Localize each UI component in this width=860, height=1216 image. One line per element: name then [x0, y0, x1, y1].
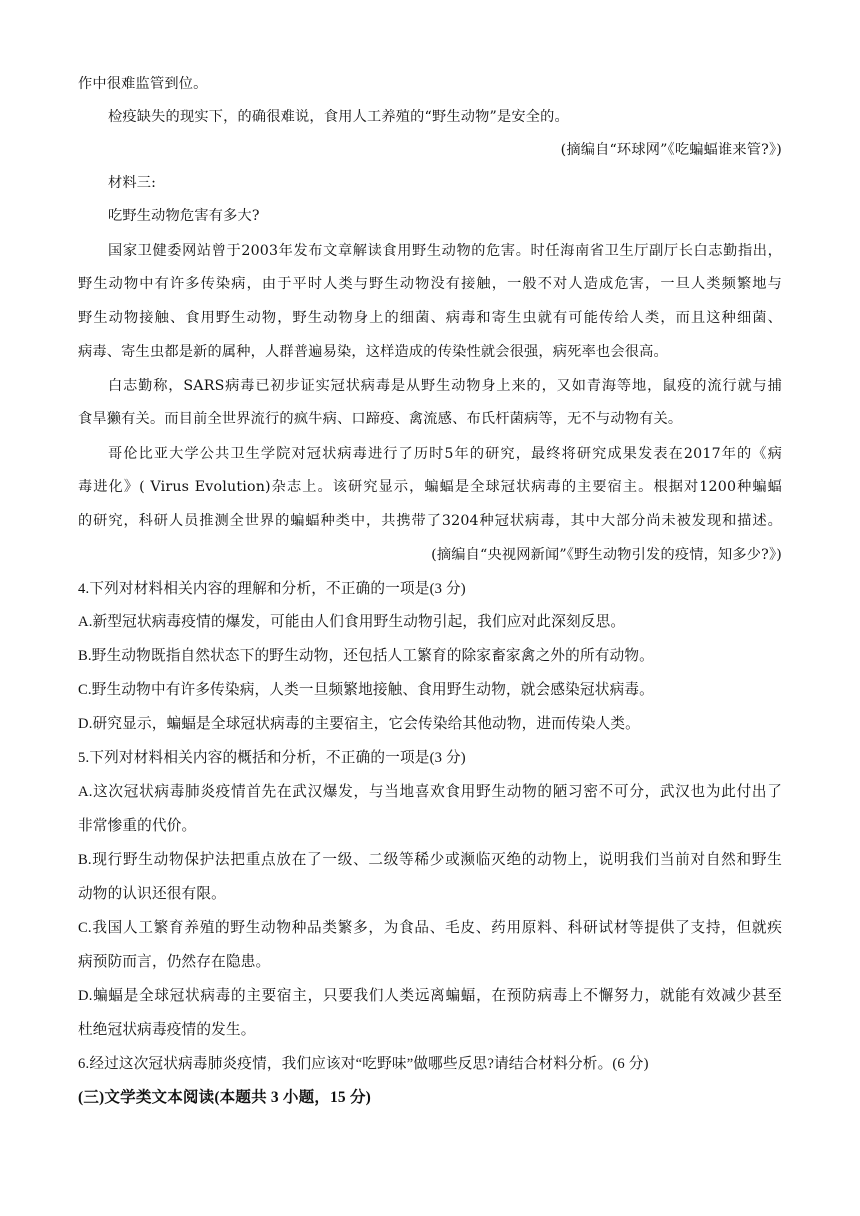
option-4b: B.野生动物既指自然状态下的野生动物，还包括人工繁育的除家畜家禽之外的所有动物。 — [78, 648, 654, 664]
text-line: 白志勤称，SARS病毒已初步证实冠状病毒是从野生动物身上来的，又如青海等地，鼠疫的流行就与捕 — [108, 378, 782, 394]
option-5b: B.现行野生动物保护法把重点放在了一级、二级等稀少或濒临灭绝的动物上，说明我们当前对自然和野生 — [78, 852, 782, 868]
text-line: 食旱獭有关。而目前全世界流行的疯牛病、口蹄疫、禽流感、布氏杆菌病等，无不与动物有关。 — [78, 411, 683, 427]
section-heading: (三)文学类文本阅读(本题共 3 小题，15 分) — [78, 1089, 372, 1106]
option-5a: A.这次冠状病毒肺炎疫情首先在武汉爆发，与当地喜欢食用野生动物的陋习密不可分，武汉也为此付出了 — [78, 784, 782, 800]
option-5d-cont: 杜绝冠状病毒疫情的发生。 — [78, 1022, 256, 1038]
option-4c: C.野生动物中有许多传染病，人类一旦频繁地接触、食用野生动物，就会感染冠状病毒。 — [78, 682, 654, 698]
option-5c: C.我国人工繁育养殖的野生动物种品类繁多，为食品、毛皮、药用原料、科研试材等提供了支持，但就疾 — [78, 920, 782, 936]
option-5d: D.蝙蝠是全球冠状病毒的主要宿主，只要我们人类远离蝙蝠，在预防病毒上不懈努力，就能有效减少甚至 — [78, 988, 782, 1004]
text-line: 检疫缺失的现实下，的确很难说，食用人工养殖的“野生动物”是安全的。 — [108, 109, 569, 125]
source-citation: (摘编自“央视网新闻”《野生动物引发的疫情，知多少?》) — [431, 547, 782, 563]
text-line: 野生动物中有许多传染病，由于平时人类与野生动物没有接触，一般不对人造成危害，一旦人类频繁地与 — [78, 276, 782, 292]
material-heading: 材料三: — [108, 175, 157, 191]
option-5a-cont: 非常惨重的代价。 — [78, 818, 197, 834]
text-line: 作中很难监管到位。 — [78, 76, 208, 92]
question-4: 4.下列对材料相关内容的理解和分析，不正确的一项是(3 分) — [78, 581, 466, 597]
option-4a: A.新型冠状病毒疫情的爆发，可能由人们食用野生动物引起，我们应对此深刻反思。 — [78, 614, 626, 630]
text-line: 哥伦比亚大学公共卫生学院对冠状病毒进行了历时5年的研究，最终将研究成果发表在2017年的《病 — [108, 446, 782, 462]
text-line: 病毒、寄生虫都是新的属种，人群普遍易染，这样造成的传染性就会很强，病死率也会很高。 — [78, 344, 668, 360]
text-line: 野生动物接触、食用野生动物，野生动物身上的细菌、病毒和寄生虫就有可能传给人类，而且这种细菌、 — [78, 310, 782, 326]
material-subtitle: 吃野生动物危害有多大? — [108, 208, 260, 224]
option-5c-cont: 病预防而言，仍然存在隐患。 — [78, 954, 271, 970]
question-6: 6.经过这次冠状病毒肺炎疫情，我们应该对“吃野味”做哪些反思?请结合材料分析。(6 分) — [78, 1056, 649, 1072]
text-line: 的研究，科研人员推测全世界的蝙蝠种类中，共携带了3204种冠状病毒，其中大部分尚未被发现和描述。 — [78, 513, 782, 529]
source-citation: (摘编自“环球网”《吃蝙蝠谁来管?》) — [560, 142, 782, 158]
text-line: 毒进化》( Virus Evolution)杂志上。该研究显示，蝙蝠是全球冠状病毒的主要宿主。根据对1200种蝙蝠 — [78, 479, 782, 495]
option-5b-cont: 动物的认识还很有限。 — [78, 886, 226, 902]
option-4d: D.研究显示，蝙蝠是全球冠状病毒的主要宿主，它会传染给其他动物，进而传染人类。 — [78, 716, 640, 732]
question-5: 5.下列对材料相关内容的概括和分析，不正确的一项是(3 分) — [78, 750, 466, 766]
text-line: 国家卫健委网站曾于2003年发布文章解读食用野生动物的危害。时任海南省卫生厅副厅长白志勤指出， — [108, 243, 782, 259]
